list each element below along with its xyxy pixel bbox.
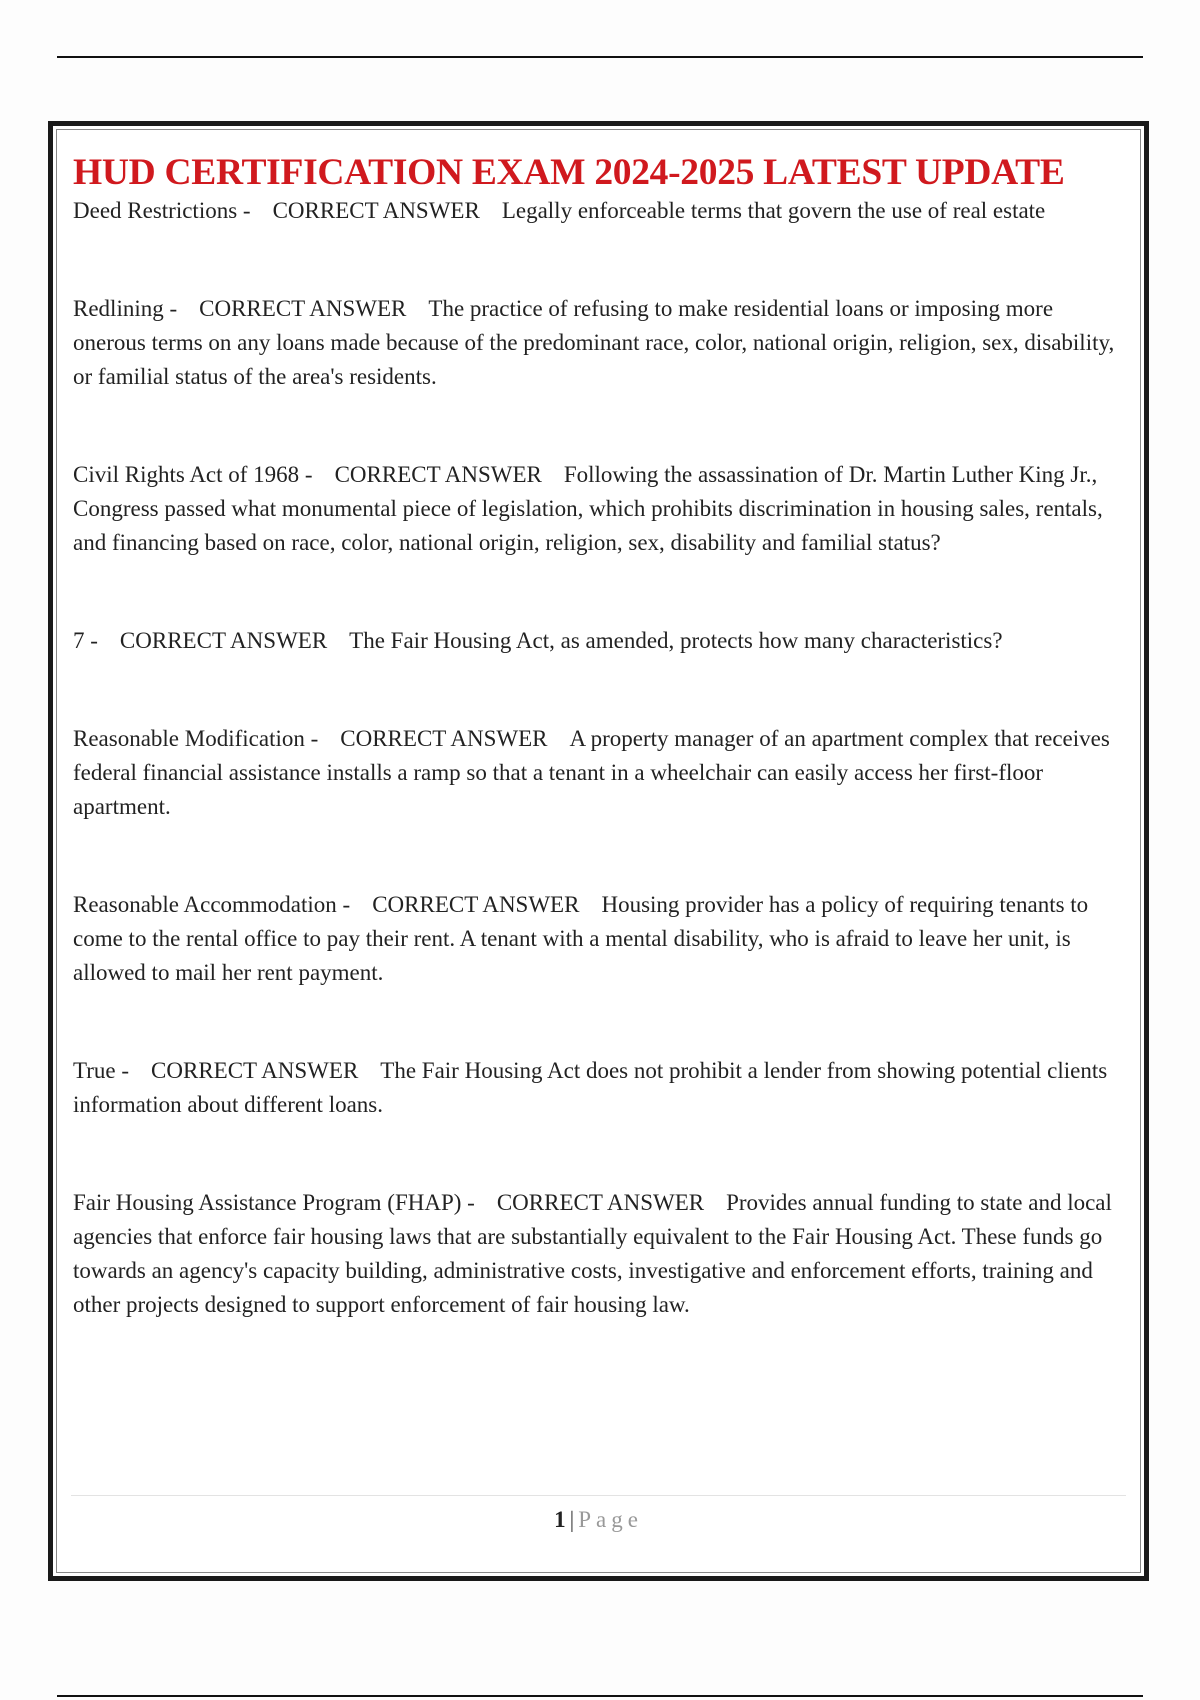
entry-text: The Fair Housing Act, as amended, protects how many characteristics? <box>349 628 1003 653</box>
qa-entry <box>73 1054 1122 1122</box>
document-content <box>73 152 1122 1322</box>
entry-label: CORRECT ANSWER <box>340 726 548 751</box>
entry-term: Reasonable Accommodation - <box>73 892 351 917</box>
page-footer <box>53 1507 1144 1533</box>
top-rule <box>57 56 1143 58</box>
qa-entry <box>73 194 1122 228</box>
entry-term: Reasonable Modification - <box>73 726 319 751</box>
entry-label: CORRECT ANSWER <box>496 1190 705 1215</box>
qa-entry <box>73 722 1122 824</box>
entry-label: CORRECT ANSWER <box>151 1058 359 1083</box>
entry-term: Civil Rights Act of 1968 - <box>73 462 313 487</box>
qa-entry <box>73 1186 1122 1322</box>
entry-text: The practice of refusing to make residential loans or imposing more onerous terms on any loans made because of the predominant race, color, national origin, religion, sex, disability, or familial status of the area's residents. <box>73 296 1115 389</box>
entry-label: CORRECT ANSWER <box>334 462 542 487</box>
qa-entry <box>73 458 1122 560</box>
entry-text: Housing provider has a policy of requiring tenants to come to the rental office to pay their rent. A tenant with a mental disability, who is afraid to leave her unit, is allowed to mail her rent payment. <box>73 892 1089 985</box>
entry-label: CORRECT ANSWER <box>199 296 407 321</box>
qa-entry <box>73 624 1122 658</box>
entry-label: CORRECT ANSWER <box>272 198 480 223</box>
entry-text: Following the assassination of Dr. Martin Luther King Jr., Congress passed what monumental piece of legislation, which prohibits discrimination in housing sales, rentals, and financing based on race, color, national origin, religion, sex, disability and familial status? <box>73 462 1103 555</box>
entry-text: The Fair Housing Act does not prohibit a lender from showing potential clients information about different loans. <box>73 1058 1108 1117</box>
bottom-rule <box>57 1695 1143 1697</box>
qa-entry <box>73 292 1122 394</box>
entry-term: 7 - <box>73 628 98 653</box>
document-title: HUD CERTIFICATION EXAM 2024-2025 LATEST UPDATE <box>73 152 1065 193</box>
entry-term: Redlining - <box>73 296 178 321</box>
entry-text: Provides annual funding to state and local agencies that enforce fair housing laws that are substantially equivalent to the Fair Housing Act. These funds go towards an agency's capacity building, administrative costs, investigative and enforcement efforts, training and other projects designed to support enforcement of fair housing law. <box>73 1190 1112 1317</box>
entry-text: Legally enforceable terms that govern the use of real estate <box>501 198 1046 223</box>
entry-term: Fair Housing Assistance Program (FHAP) - <box>73 1190 475 1215</box>
entry-term: True - <box>73 1058 130 1083</box>
qa-entry <box>73 888 1122 990</box>
page-separator: | <box>569 1507 575 1532</box>
entry-label: CORRECT ANSWER <box>119 628 328 653</box>
page-number: 1 <box>554 1507 566 1532</box>
entry-text: A property manager of an apartment complex that receives federal financial assistance installs a ramp so that a tenant in a wheelchair can easily access her first-floor apartment. <box>73 726 1110 819</box>
page-word: Page <box>578 1507 643 1532</box>
entry-label: CORRECT ANSWER <box>372 892 580 917</box>
entry-term: Deed Restrictions - <box>73 198 251 223</box>
footer-divider <box>71 1495 1126 1496</box>
page-frame <box>48 121 1149 1581</box>
